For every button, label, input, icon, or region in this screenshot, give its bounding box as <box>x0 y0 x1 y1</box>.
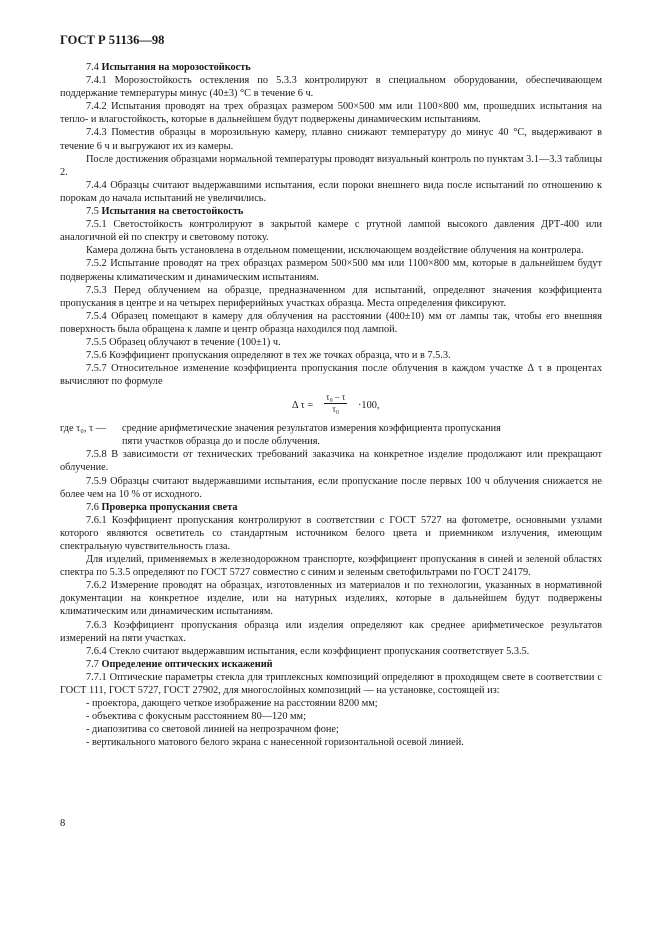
paragraph: 7.4.4 Образцы считают выдержавшими испытания, если пороки внешнего вида после испытаний по отношению к порокам до начала испытаний не увеличились. <box>60 179 602 204</box>
paragraph: 7.5.9 Образцы считают выдержавшими испытания, если пропускание после первых 100 ч облучения снижается не более чем на 10 % от исходного. <box>60 475 602 500</box>
paragraph: 7.4.3 Поместив образцы в морозильную камеру, плавно снижают температуру до минус 40 °С, выдерживают в течение 6 ч и выгружают их из камеры. <box>60 127 602 152</box>
where-line-2: пяти участков образца до и после облучения. <box>122 436 321 448</box>
paragraph: 7.6.2 Измерение проводят на образцах, изготовленных из материалов и по технологии, указанных в нормативной документации на конкретное изделие, или на натурных изделиях, которые в дальнейшем будут подвержены климатическим или динамическим испытаниям. <box>60 580 602 618</box>
formula <box>60 392 602 418</box>
section-title: Определение оптических искажений <box>101 658 273 670</box>
paragraph: 7.5.8 В зависимости от технических требований заказчика на конкретное изделие продолжают или прекращают облучение. <box>60 449 602 474</box>
section-title: Проверка пропускания света <box>101 501 238 513</box>
formula-rhs: ·100, <box>358 400 380 412</box>
formula-explanation <box>60 422 602 448</box>
paragraph: 7.5.2 Испытание проводят на трех образцах размером 500×500 мм или 1100×800 мм, которые в дальнейшем будут подвержены климатическим и динамическим испытаниям. <box>60 258 602 283</box>
section-heading <box>60 501 602 514</box>
section-title: Испытания на морозостойкость <box>101 62 251 73</box>
paragraph: 7.6.3 Коэффициент пропускания образца или изделия определяют как среднее арифметическое результатов измерений на пяти участках. <box>60 619 602 644</box>
paragraph: 7.7.1 Оптические параметры стекла для триплексных композиций определяют в проходящем свете в соответствии с ГОСТ 111, ГОСТ 5727, ГОСТ 27902, для многослойных композиций — на установке, состоящей из: <box>60 671 602 697</box>
paragraph: - объектива с фокусным расстоянием 80—120 мм; <box>86 711 306 723</box>
paragraph: 7.6.4 Стекло считают выдержавшим испытания, если коэффициент пропускания соответствует 5.3.5. <box>86 645 530 657</box>
paragraph: 7.4.2 Испытания проводят на трех образцах размером 500×500 мм или 1100×800 мм, прошедших испытания на тепло- и влагостойкость, которые в дальнейшем будут подвержены динамическим испытаниям. <box>60 101 602 126</box>
section-number: 7.7 <box>86 658 102 670</box>
section-title: Испытания на светостойкость <box>101 206 244 218</box>
section-number: 7.5 <box>86 206 102 218</box>
paragraph: 7.5.1 Светостойкость контролируют в закрытой камере с ртутной лампой высокого давления ДРТ-400 или аналогичной ей по спектру и световому потоку. <box>60 219 602 244</box>
paragraph: 7.4.1 Морозостойкость остекления по 5.3.3 контролируют в специальном оборудовании, обеспечивающем поддержание температуры минус (40±3) °С в течение 6 ч. <box>60 75 602 100</box>
formula-lhs: Δ τ = <box>292 400 314 412</box>
paragraph: 7.5.3 Перед облучением на образце, предназначенном для испытаний, определяют значения коэффициента пропускания в центре и на четырех периферийных участках образца. Места определения фиксируют. <box>60 284 602 309</box>
paragraph: После достижения образцами нормальной температуры проводят визуальный контроль по пунктам 3.1—3.3 таблицы 2. <box>60 153 602 178</box>
paragraph: 7.5.4 Образец помещают в камеру для облучения на расстоянии (400±10) мм от лампы так, чтобы его внешняя поверхность была обращена к лампе и центр образца находился под лампой. <box>60 310 602 335</box>
paragraph: - вертикального матового белого экрана с нанесенной горизонтальной осевой линией. <box>86 737 464 749</box>
section-number: 7.6 <box>86 501 102 513</box>
text-part-1 <box>60 61 602 388</box>
section-number: 7.4 <box>86 62 102 73</box>
paragraph: 7.5.7 Относительное изменение коэффициента пропускания после облучения в каждом участке Δ τ в процентах вычисляют по формуле <box>60 363 602 388</box>
paragraph: - проектора, дающего четкое изображение на расстоянии 8200 мм; <box>86 698 378 710</box>
formula-denominator: τ₀ <box>332 404 340 415</box>
section-heading <box>60 61 602 74</box>
paragraph: Для изделий, применяемых в железнодорожном транспорте, коэффициент пропускания в синей и зеленой областях спектра по 5.3.5 определяют по ГОСТ 5727 совместно с синим и зеленым светофильтрами по ГОСТ 24179. <box>60 554 602 579</box>
paragraph: 7.5.5 Образец облучают в течение (100±1) ч. <box>86 336 281 348</box>
where-line-1: средние арифметические значения результатов измерения коэффициента пропускания <box>122 423 501 435</box>
paragraph: 7.6.1 Коэффициент пропускания контролируют в соответствии с ГОСТ 5727 на фотометре, основными узлами которого являются осветитель со стандартным источником белого цвета и приемником излучения, имеющим спектральную чувствительность глаза. <box>60 514 602 552</box>
paragraph: - диапозитива со световой линией на непрозрачном фоне; <box>86 724 339 736</box>
paragraph: Камера должна быть установлена в отдельном помещении, исключающем воздействие облучения на контролера. <box>86 245 584 257</box>
section-heading <box>60 658 602 671</box>
paragraph: 7.5.6 Коэффициент пропускания определяют в тех же точках образца, что и в 7.5.3. <box>86 350 451 362</box>
where-label: где τ₀, τ — <box>60 423 106 435</box>
text-part-2 <box>60 448 602 749</box>
page-number: 8 <box>60 818 66 829</box>
page-header: ГОСТ Р 51136—98 <box>60 33 165 47</box>
formula-fraction <box>324 392 347 415</box>
formula-numerator: τ₀ – τ <box>326 392 346 403</box>
document-body <box>60 61 602 750</box>
section-heading <box>60 205 602 218</box>
